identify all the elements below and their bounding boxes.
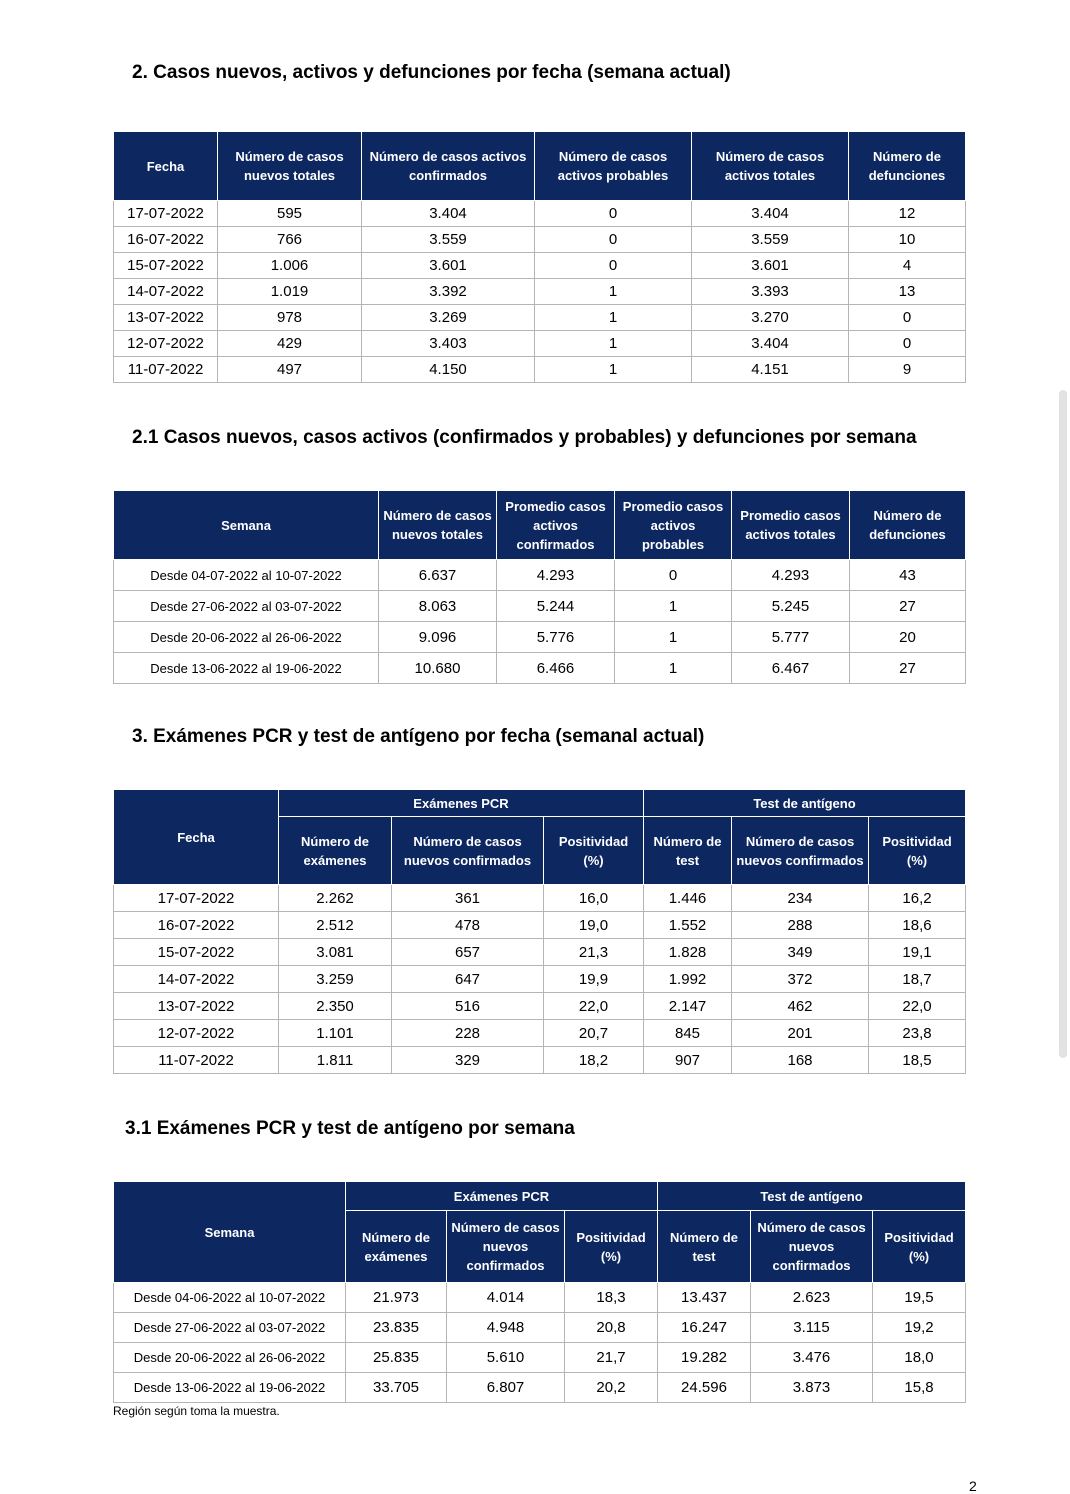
header-defunciones: Número de defunciones — [850, 491, 966, 560]
header-promedio-probables: Promedio casos activos probables — [615, 491, 732, 560]
table-cell: 19,2 — [873, 1313, 966, 1343]
table-cell: 21,3 — [544, 939, 644, 966]
table-cell: 27 — [850, 591, 966, 622]
table-cell: 20,7 — [544, 1020, 644, 1047]
row-label-cell: Desde 04-06-2022 al 10-07-2022 — [114, 1283, 346, 1313]
table-cell: 329 — [392, 1047, 544, 1074]
header-casos-nuevos: Número de casos nuevos totales — [379, 491, 497, 560]
table-cell: 3.259 — [279, 966, 392, 993]
table-cell: 462 — [732, 993, 869, 1020]
table-cell: 21,7 — [565, 1343, 658, 1373]
table-cell: 5.610 — [447, 1343, 565, 1373]
header-ag-positividad: Positividad (%) — [869, 817, 966, 885]
table-cell: 8.063 — [379, 591, 497, 622]
table-row — [114, 1343, 966, 1373]
row-label-cell: 15-07-2022 — [114, 939, 279, 966]
table-cell: 4.151 — [692, 357, 849, 383]
header-activos-probables: Número de casos activos probables — [535, 132, 692, 201]
table-cell: 6.637 — [379, 560, 497, 591]
table-row — [114, 653, 966, 684]
table-cell: 19.282 — [658, 1343, 751, 1373]
weekly-cases-table — [113, 490, 966, 684]
table-row — [114, 591, 966, 622]
row-label-cell: 13-07-2022 — [114, 305, 218, 331]
table-cell: 907 — [644, 1047, 732, 1074]
row-label-cell: 16-07-2022 — [114, 912, 279, 939]
table-cell: 3.393 — [692, 279, 849, 305]
table-cell: 3.269 — [362, 305, 535, 331]
table-cell: 6.467 — [732, 653, 850, 684]
table-cell: 595 — [218, 201, 362, 227]
table-cell: 2.623 — [751, 1283, 873, 1313]
row-label-cell: 16-07-2022 — [114, 227, 218, 253]
table-cell: 3.404 — [362, 201, 535, 227]
table-row — [114, 1313, 966, 1343]
header-group-antigeno: Test de antígeno — [644, 790, 966, 817]
table-cell: 2.147 — [644, 993, 732, 1020]
table-cell: 3.270 — [692, 305, 849, 331]
table-cell: 1 — [535, 357, 692, 383]
header-pcr-casos: Número de casos nuevos confirmados — [392, 817, 544, 885]
table-cell: 3.559 — [362, 227, 535, 253]
table-cell: 10.680 — [379, 653, 497, 684]
table-cell: 0 — [849, 305, 966, 331]
table-cell: 23.835 — [346, 1313, 447, 1343]
table-row — [114, 622, 966, 653]
table-cell: 1.552 — [644, 912, 732, 939]
row-label-cell: 14-07-2022 — [114, 966, 279, 993]
header-promedio-totales: Promedio casos activos totales — [732, 491, 850, 560]
table-cell: 9.096 — [379, 622, 497, 653]
table-cell: 13 — [849, 279, 966, 305]
section-3-1-title: 3.1 Exámenes PCR y test de antígeno por semana — [125, 1118, 575, 1139]
table-cell: 19,5 — [873, 1283, 966, 1313]
header-ag-casos: Número de casos nuevos confirmados — [751, 1211, 873, 1283]
table-cell: 1.828 — [644, 939, 732, 966]
table-cell: 1.101 — [279, 1020, 392, 1047]
row-label-cell: 15-07-2022 — [114, 253, 218, 279]
table-row — [114, 912, 966, 939]
row-label-cell: 12-07-2022 — [114, 1020, 279, 1047]
table-cell: 9 — [849, 357, 966, 383]
table-cell: 33.705 — [346, 1373, 447, 1403]
table-row — [114, 201, 966, 227]
header-group-pcr: Exámenes PCR — [346, 1182, 658, 1211]
table-row — [114, 1373, 966, 1403]
header-fecha: Fecha — [114, 132, 218, 201]
table-row — [114, 279, 966, 305]
header-pcr-positividad: Positividad (%) — [565, 1211, 658, 1283]
table-cell: 5.776 — [497, 622, 615, 653]
header-pcr-casos: Número de casos nuevos confirmados — [447, 1211, 565, 1283]
table-cell: 657 — [392, 939, 544, 966]
table-cell: 16,2 — [869, 885, 966, 912]
section-3-title: 3. Exámenes PCR y test de antígeno por fecha (semanal actual) — [132, 726, 705, 747]
header-activos-totales: Número de casos activos totales — [692, 132, 849, 201]
table-cell: 18,0 — [873, 1343, 966, 1373]
row-label-cell: 11-07-2022 — [114, 357, 218, 383]
table-cell: 18,2 — [544, 1047, 644, 1074]
row-label-cell: 11-07-2022 — [114, 1047, 279, 1074]
table-cell: 10 — [849, 227, 966, 253]
table-cell: 4.293 — [732, 560, 850, 591]
table-cell: 6.807 — [447, 1373, 565, 1403]
header-ag-casos: Número de casos nuevos confirmados — [732, 817, 869, 885]
table-cell: 20,2 — [565, 1373, 658, 1403]
table-row — [114, 357, 966, 383]
row-label-cell: Desde 27-06-2022 al 03-07-2022 — [114, 591, 379, 622]
table-cell: 25.835 — [346, 1343, 447, 1373]
header-defunciones: Número de defunciones — [849, 132, 966, 201]
table-cell: 13.437 — [658, 1283, 751, 1313]
table-cell: 19,1 — [869, 939, 966, 966]
table-cell: 16.247 — [658, 1313, 751, 1343]
table-cell: 978 — [218, 305, 362, 331]
table-row — [114, 1020, 966, 1047]
header-ag-test: Número de test — [658, 1211, 751, 1283]
table-row — [114, 227, 966, 253]
table-cell: 3.403 — [362, 331, 535, 357]
section-2-1-title: 2.1 Casos nuevos, casos activos (confirmados y probables) y defunciones por semana — [132, 427, 917, 448]
row-label-cell: 12-07-2022 — [114, 331, 218, 357]
table-cell: 18,7 — [869, 966, 966, 993]
table-cell: 349 — [732, 939, 869, 966]
table-cell: 1 — [615, 591, 732, 622]
header-group-pcr: Exámenes PCR — [279, 790, 644, 817]
header-fecha: Fecha — [114, 790, 279, 885]
table-cell: 5.777 — [732, 622, 850, 653]
table-cell: 372 — [732, 966, 869, 993]
table-cell: 3.115 — [751, 1313, 873, 1343]
table-cell: 27 — [850, 653, 966, 684]
header-group-antigeno: Test de antígeno — [658, 1182, 966, 1211]
table-cell: 1.006 — [218, 253, 362, 279]
table-cell: 361 — [392, 885, 544, 912]
table-cell: 2.512 — [279, 912, 392, 939]
table-cell: 228 — [392, 1020, 544, 1047]
row-label-cell: Desde 27-06-2022 al 03-07-2022 — [114, 1313, 346, 1343]
header-ag-test: Número de test — [644, 817, 732, 885]
table-cell: 24.596 — [658, 1373, 751, 1403]
row-label-cell: Desde 13-06-2022 al 19-06-2022 — [114, 1373, 346, 1403]
weekly-tests-table — [113, 1181, 966, 1403]
table-cell: 2.262 — [279, 885, 392, 912]
section-2-title: 2. Casos nuevos, activos y defunciones por fecha (semana actual) — [132, 62, 731, 83]
table-cell: 3.081 — [279, 939, 392, 966]
row-label-cell: Desde 13-06-2022 al 19-06-2022 — [114, 653, 379, 684]
table-cell: 15,8 — [873, 1373, 966, 1403]
table-cell: 0 — [615, 560, 732, 591]
table-cell: 3.392 — [362, 279, 535, 305]
table-row — [114, 966, 966, 993]
row-label-cell: 13-07-2022 — [114, 993, 279, 1020]
scrollbar[interactable] — [1059, 390, 1067, 1058]
page-number: 2 — [969, 1478, 977, 1494]
header-activos-confirmados: Número de casos activos confirmados — [362, 132, 535, 201]
table-cell: 16,0 — [544, 885, 644, 912]
table-cell: 1.992 — [644, 966, 732, 993]
table-cell: 21.973 — [346, 1283, 447, 1313]
table-cell: 168 — [732, 1047, 869, 1074]
table-row — [114, 331, 966, 357]
table-row — [114, 1283, 966, 1313]
table-cell: 4 — [849, 253, 966, 279]
table-cell: 201 — [732, 1020, 869, 1047]
row-label-cell: Desde 20-06-2022 al 26-06-2022 — [114, 622, 379, 653]
table-cell: 5.244 — [497, 591, 615, 622]
table-cell: 845 — [644, 1020, 732, 1047]
table-cell: 3.601 — [692, 253, 849, 279]
row-label-cell: 17-07-2022 — [114, 885, 279, 912]
table-row — [114, 253, 966, 279]
table-cell: 4.293 — [497, 560, 615, 591]
table-cell: 478 — [392, 912, 544, 939]
daily-cases-table — [113, 131, 966, 383]
table-cell: 4.150 — [362, 357, 535, 383]
header-pcr-examenes: Número de exámenes — [346, 1211, 447, 1283]
table-cell: 234 — [732, 885, 869, 912]
table-cell: 3.873 — [751, 1373, 873, 1403]
table-cell: 0 — [849, 331, 966, 357]
header-semana: Semana — [114, 491, 379, 560]
table-cell: 12 — [849, 201, 966, 227]
table-row — [114, 885, 966, 912]
header-pcr-positividad: Positividad (%) — [544, 817, 644, 885]
row-label-cell: 14-07-2022 — [114, 279, 218, 305]
table-row — [114, 305, 966, 331]
table-cell: 23,8 — [869, 1020, 966, 1047]
table-cell: 288 — [732, 912, 869, 939]
table-cell: 1 — [535, 331, 692, 357]
table-cell: 18,6 — [869, 912, 966, 939]
table-cell: 3.559 — [692, 227, 849, 253]
table-row — [114, 993, 966, 1020]
table-cell: 497 — [218, 357, 362, 383]
table-cell: 3.476 — [751, 1343, 873, 1373]
table-cell: 18,3 — [565, 1283, 658, 1313]
table-cell: 4.014 — [447, 1283, 565, 1313]
table-cell: 516 — [392, 993, 544, 1020]
table-cell: 0 — [535, 253, 692, 279]
table-cell: 766 — [218, 227, 362, 253]
header-promedio-confirmados: Promedio casos activos confirmados — [497, 491, 615, 560]
table-cell: 2.350 — [279, 993, 392, 1020]
header-ag-positividad: Positividad (%) — [873, 1211, 966, 1283]
table-cell: 20,8 — [565, 1313, 658, 1343]
daily-tests-table — [113, 789, 966, 1074]
table-cell: 1 — [615, 622, 732, 653]
table-cell: 19,0 — [544, 912, 644, 939]
table-cell: 3.404 — [692, 331, 849, 357]
table-cell: 1 — [535, 279, 692, 305]
header-semana: Semana — [114, 1182, 346, 1283]
table-cell: 5.245 — [732, 591, 850, 622]
table-row — [114, 939, 966, 966]
table-cell: 1 — [615, 653, 732, 684]
table-cell: 1 — [535, 305, 692, 331]
table-cell: 3.601 — [362, 253, 535, 279]
header-pcr-examenes: Número de exámenes — [279, 817, 392, 885]
table-cell: 1.446 — [644, 885, 732, 912]
table-cell: 429 — [218, 331, 362, 357]
row-label-cell: Desde 20-06-2022 al 26-06-2022 — [114, 1343, 346, 1373]
table-cell: 0 — [535, 227, 692, 253]
table-cell: 4.948 — [447, 1313, 565, 1343]
table-cell: 19,9 — [544, 966, 644, 993]
table-cell: 22,0 — [869, 993, 966, 1020]
table-cell: 647 — [392, 966, 544, 993]
table-row — [114, 1047, 966, 1074]
table-cell: 3.404 — [692, 201, 849, 227]
table-cell: 22,0 — [544, 993, 644, 1020]
table-cell: 1.811 — [279, 1047, 392, 1074]
table-row — [114, 560, 966, 591]
header-casos-nuevos: Número de casos nuevos totales — [218, 132, 362, 201]
row-label-cell: 17-07-2022 — [114, 201, 218, 227]
table-cell: 0 — [535, 201, 692, 227]
table-cell: 1.019 — [218, 279, 362, 305]
row-label-cell: Desde 04-07-2022 al 10-07-2022 — [114, 560, 379, 591]
table-cell: 18,5 — [869, 1047, 966, 1074]
table-cell: 6.466 — [497, 653, 615, 684]
table-cell: 20 — [850, 622, 966, 653]
table-cell: 43 — [850, 560, 966, 591]
footnote: Región según toma la muestra. — [113, 1404, 280, 1418]
